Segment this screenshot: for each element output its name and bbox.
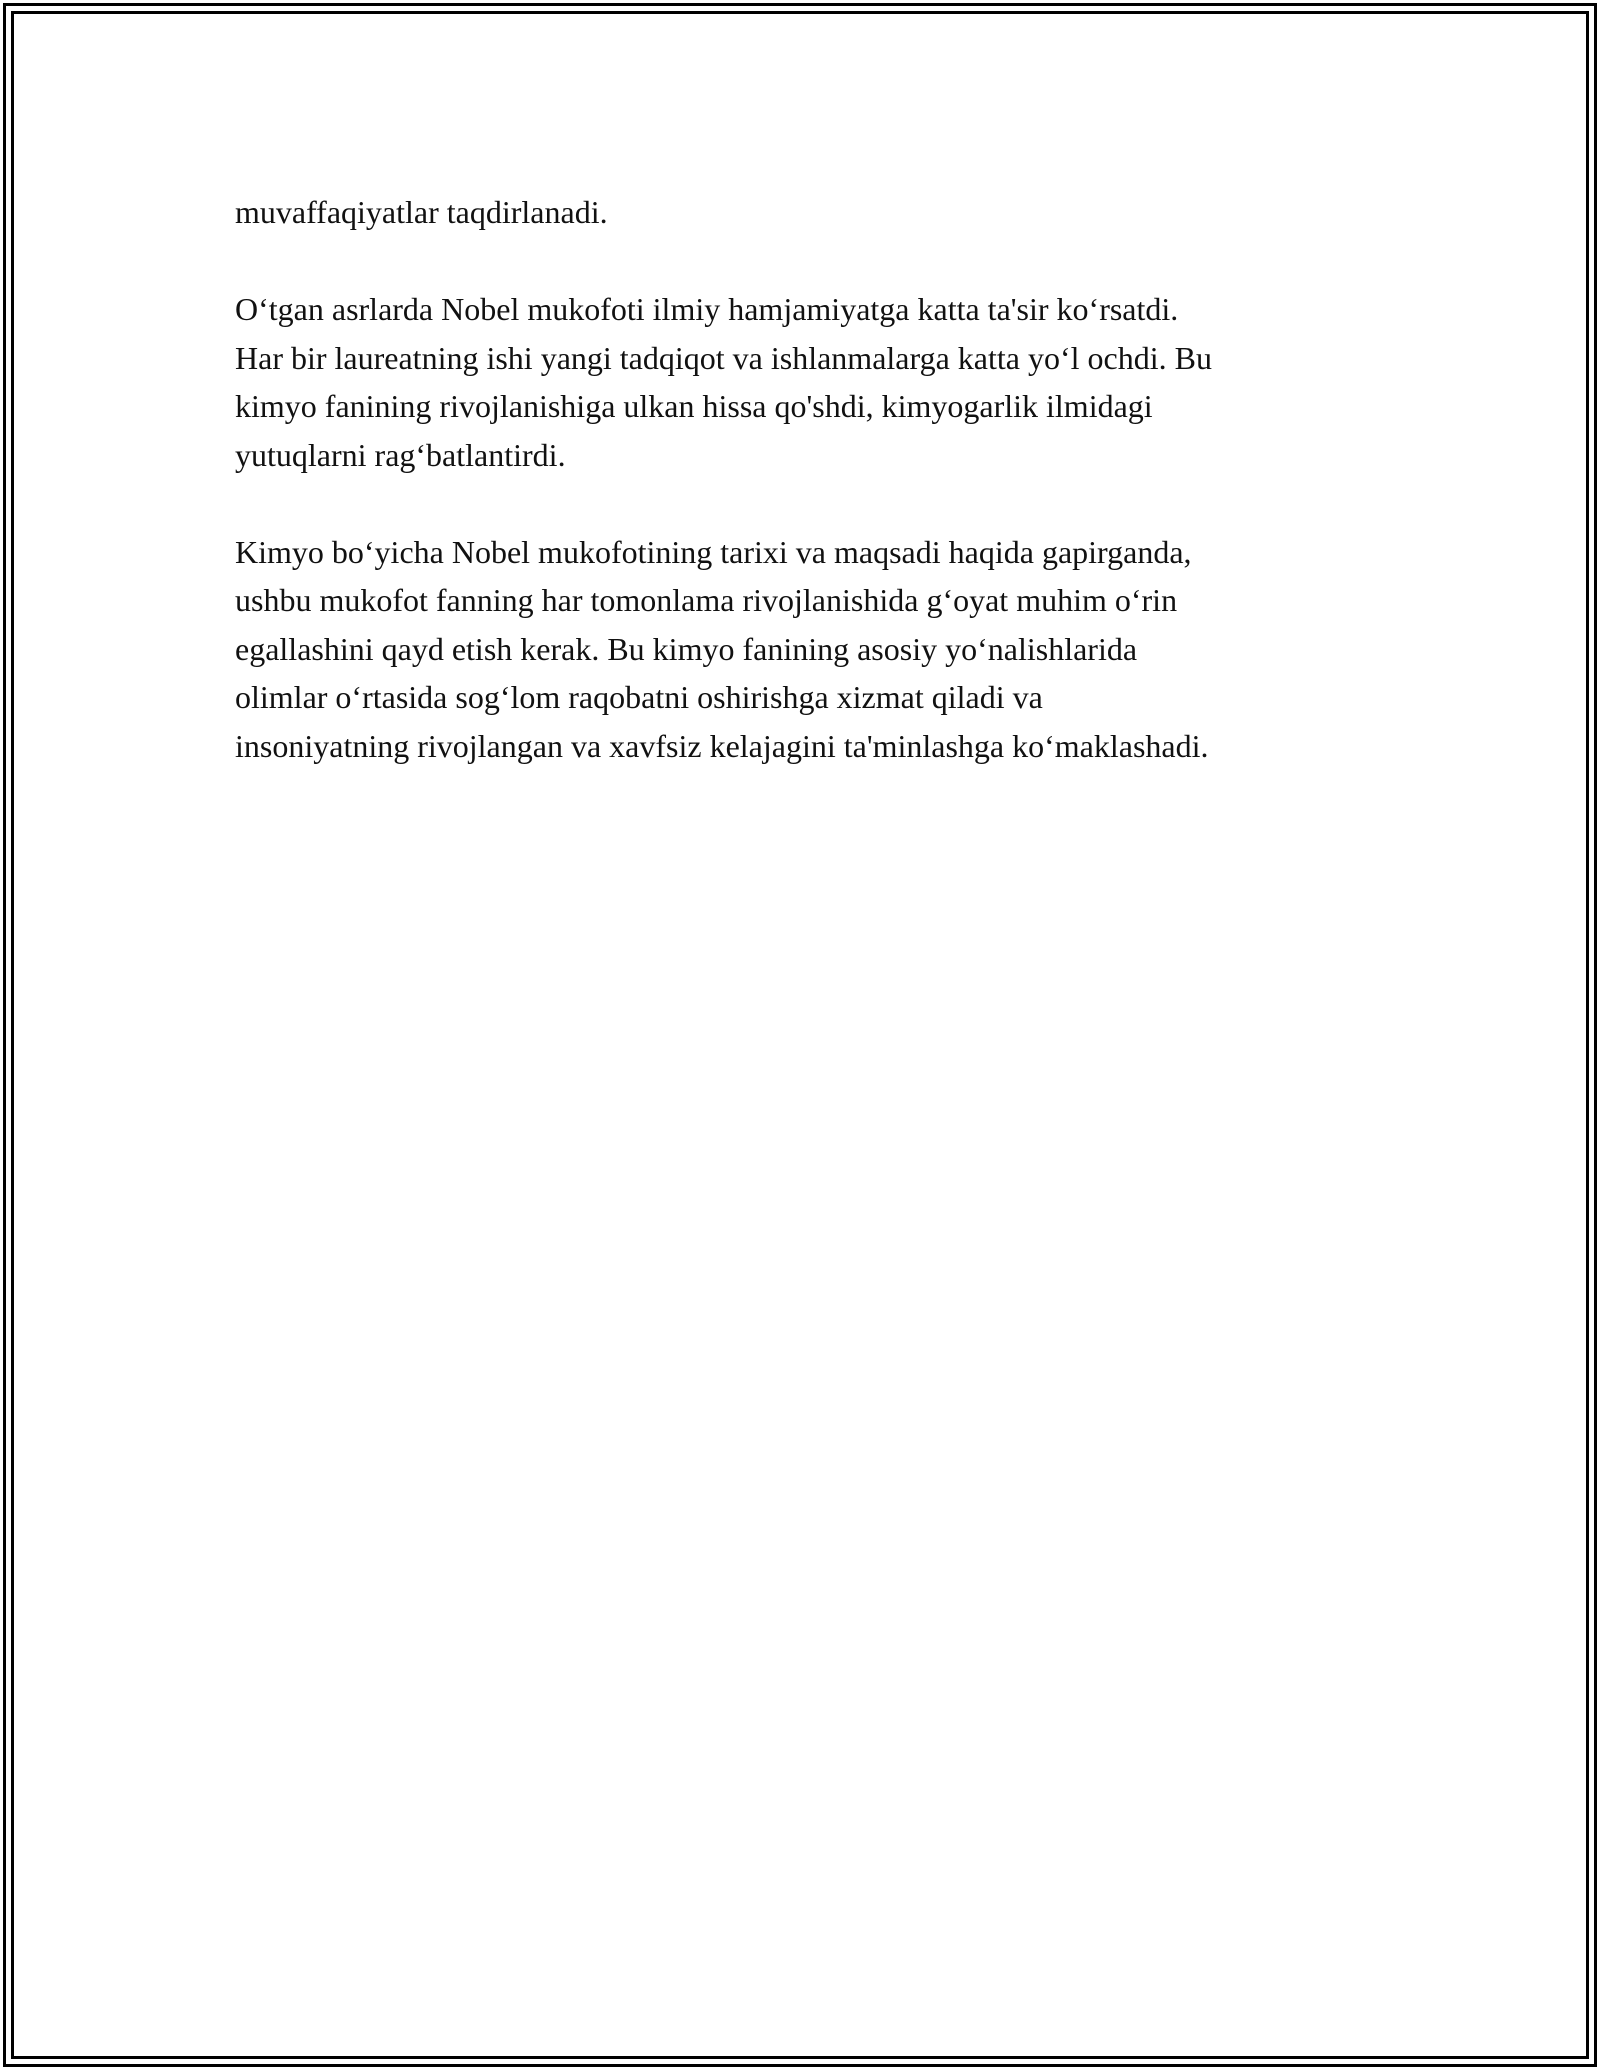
paragraph-nobel-purpose: [235, 528, 1375, 771]
text-line: O‘tgan asrlarda Nobel mukofoti ilmiy hamjamiyatga katta ta'sir ko‘rsatdi.: [235, 291, 1179, 327]
text-line: kimyo fanining rivojlanishiga ulkan hissa qo'shdi, kimyogarlik ilmidagi: [235, 388, 1153, 424]
text-line: egallashini qayd etish kerak. Bu kimyo fanining asosiy yo‘nalishlarida: [235, 630, 1138, 667]
document-body: [235, 188, 1375, 770]
text-line: insoniyatning rivojlangan va xavfsiz kelajagini ta'minlashga ko‘maklashadi.: [235, 727, 1209, 764]
text-line: olimlar o‘rtasida sog‘lom raqobatni oshirishga xizmat qiladi va: [235, 679, 1043, 715]
text-line: Har bir laureatning ishi yangi tadqiqot va ishlanmalarga katta yo‘l ochdi. Bu: [235, 339, 1212, 376]
text-line: yutuqlarni rag‘batlantirdi.: [235, 436, 566, 473]
paragraph-nobel-influence: [235, 285, 1375, 479]
text-line: Kimyo bo‘yicha Nobel mukofotining tarixi va maqsadi haqida gapirganda,: [235, 533, 1192, 570]
text-line: ushbu mukofot fanning har tomonlama rivojlanishida g‘oyat muhim o‘rin: [235, 582, 1178, 618]
paragraph-continuation: [235, 188, 1375, 237]
text-line: muvaffaqiyatlar taqdirlanadi.: [235, 194, 608, 230]
